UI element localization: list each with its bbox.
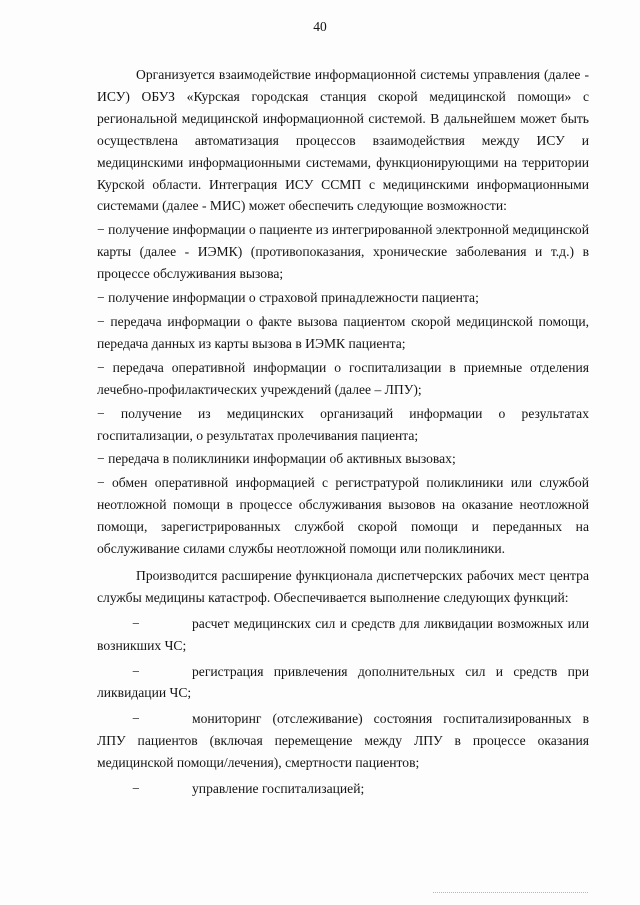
function-item [97, 778, 589, 800]
list-item-call-transfer: − передача информации о факте вызова пациентом скорой медицинской помощи, передача данных из карты вызова в ИЭМК пациента; [97, 313, 589, 351]
function-item [97, 708, 589, 774]
dash-marker: − [132, 781, 140, 797]
paragraph-functional-expansion: Производится расширение функционала диспетчерских рабочих мест центра службы медицины катастроф. Обеспечивается выполнение следующих функций: [97, 567, 589, 605]
function-item [97, 661, 589, 705]
document-body [97, 64, 589, 800]
scan-artifact-line [433, 892, 588, 893]
list-item-hospitalization-results: − получение из медицинских организаций информации о результатах госпитализации, о результатах пролечивания пациента; [97, 405, 589, 443]
dash-marker: − [132, 663, 140, 679]
list-item-active-calls: − передача в поликлиники информации об активных вызовах; [97, 451, 456, 467]
list-item-hospitalization-info: − передача оперативной информации о госпитализации в приемные отделения лечебно-профилактических учреждений (далее – ЛПУ); [97, 359, 589, 397]
function-item-text: управление госпитализацией; [192, 781, 365, 797]
function-item-text: расчет медицинских сил и средств для ликвидации возможных или возникших ЧС; [97, 615, 589, 653]
list-item-insurance-info: − получение информации о страховой принадлежности пациента; [97, 290, 479, 306]
paragraph-integration-intro: Организуется взаимодействие информационной системы управления (далее - ИСУ) ОБУЗ «Курская городская станция скорой медицинской помощи» с региональной медицинской информационной системой. В дальнейшем может быть осуществлена автоматизация процессов взаимодействия между ИСУ и медицинскими информационными системами, функционирующими на территории Курской области. Интеграция ИСУ ССМП с медицинскими информационными системами (далее - МИС) может обеспечить следующие возможности: [97, 67, 589, 214]
function-item-text: регистрация привлечения дополнительных сил и средств при ликвидации ЧС; [97, 663, 589, 701]
function-item-text: мониторинг (отслеживание) состояния госпитализированных в ЛПУ пациентов (включая перемещение между ЛПУ в процессе оказания медицинской помощи/лечения), смертности пациентов; [97, 711, 589, 771]
list-item-info-exchange: − обмен оперативной информацией с регистратурой поликлиники или службой неотложной помощи в процессе обслуживания вызовов на оказание неотложной помощи, зарегистрированных службой скорой помощи и переданных на обслуживание силами службы неотложной помощи или поликлиники. [97, 475, 589, 557]
dash-marker: − [132, 711, 140, 727]
list-item-iemk-info: − получение информации о пациенте из интегрированной электронной медицинской карты (далее - ИЭМК) (противопоказания, хронические заболевания и т.д.) в процессе обслуживания вызова; [97, 222, 589, 282]
page-number: 40 [313, 19, 327, 34]
function-item [97, 613, 589, 657]
dash-marker: − [132, 615, 140, 631]
